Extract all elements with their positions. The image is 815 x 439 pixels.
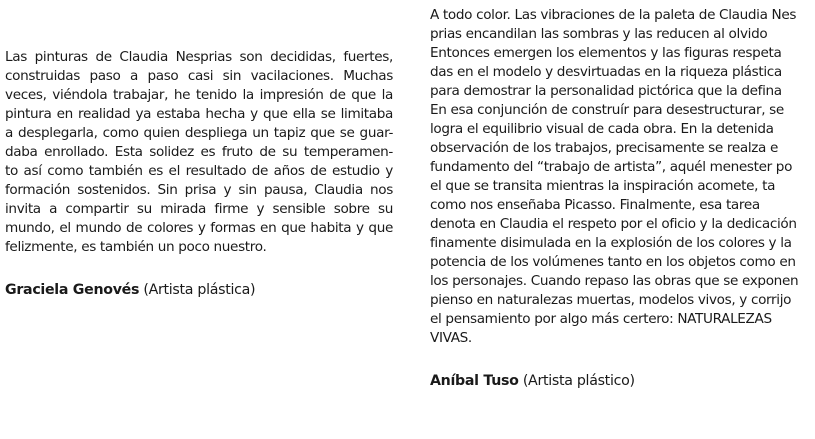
- paragraph-line: daba enrollado. Esta solidez es fruto de su temperamen-: [5, 144, 393, 160]
- signature-left: [5, 281, 255, 300]
- paragraph-line: A todo color. Las vibraciones de la paleta de Claudia Nes: [430, 7, 797, 23]
- paragraph-line: el pensamiento por algo más certero: NATURALEZAS: [430, 311, 772, 327]
- paragraph-line: logra el equilibrio visual de cada obra. En la detenida: [430, 121, 774, 137]
- paragraph-line: mundo, el mundo de colores y formas en que habita y que: [5, 220, 393, 236]
- paragraph-line: pintura en realidad ya estaba hecha y que ella se limitaba: [5, 106, 393, 122]
- signature-right: [430, 372, 635, 391]
- paragraph-line: para demostrar la personalidad pictórica que la defina: [430, 83, 782, 99]
- author-name: Graciela Genovés: [5, 282, 140, 298]
- paragraph-line: VIVAS.: [430, 330, 472, 346]
- paragraph-line: prias encandilan las sombras y las reducen al olvido: [430, 26, 768, 42]
- paragraph-line: como nos enseñaba Picasso. Finalmente, esa tarea: [430, 197, 760, 213]
- paragraph-line: felizmente, es también un poco nuestro.: [5, 239, 267, 255]
- paragraph-line: das en el modelo y desvirtuadas en la riqueza plástica: [430, 64, 782, 80]
- paragraph-line: invita a compartir su mirada firme y sensible sobre su: [5, 201, 393, 217]
- paragraph-line: construidas paso a paso casi sin vacilaciones. Muchas: [5, 68, 393, 84]
- paragraph-line: el que se transita mientras la inspiración acomete, ta: [430, 178, 776, 194]
- paragraph-line: formación sostenidos. Sin prisa y sin pausa, Claudia nos: [5, 182, 393, 198]
- paragraph-line: Entonces emergen los elementos y las figuras respeta: [430, 45, 782, 61]
- paragraph-line: potencia de los volúmenes tanto en los objetos como en: [430, 254, 796, 270]
- text-column-left: [5, 48, 393, 257]
- paragraph-line: veces, viéndola trabajar, he tenido la impresión de que la: [5, 87, 393, 103]
- author-role: (Artista plástico): [522, 373, 635, 389]
- paragraph-line: pienso en naturalezas muertas, modelos vivos, y corrijo: [430, 292, 792, 308]
- paragraph-line: los personajes. Cuando repaso las obras que se exponen: [430, 273, 799, 289]
- paragraph-line: denota en Claudia el respeto por el oficio y la dedicación: [430, 216, 797, 232]
- paragraph-line: observación de los trabajos, precisamente se realza e: [430, 140, 779, 156]
- paragraph-line: a desplegarla, como quien despliega un tapiz que se guar-: [5, 125, 393, 141]
- paragraph-line: En esa conjunción de construír para desestructurar, se: [430, 102, 784, 118]
- author-name: Aníbal Tuso: [430, 373, 519, 389]
- text-column-right: [430, 6, 815, 348]
- paragraph-line: finamente disimulada en la explosión de los colores y la: [430, 235, 792, 251]
- paragraph-line: Las pinturas de Claudia Nesprias son decididas, fuertes,: [5, 49, 393, 65]
- paragraph-line: fundamento del “trabajo de artista”, aquél menester po: [430, 159, 793, 175]
- author-role: (Artista plástica): [143, 282, 256, 298]
- paragraph-line: to así como también es el resultado de años de estudio y: [5, 163, 393, 179]
